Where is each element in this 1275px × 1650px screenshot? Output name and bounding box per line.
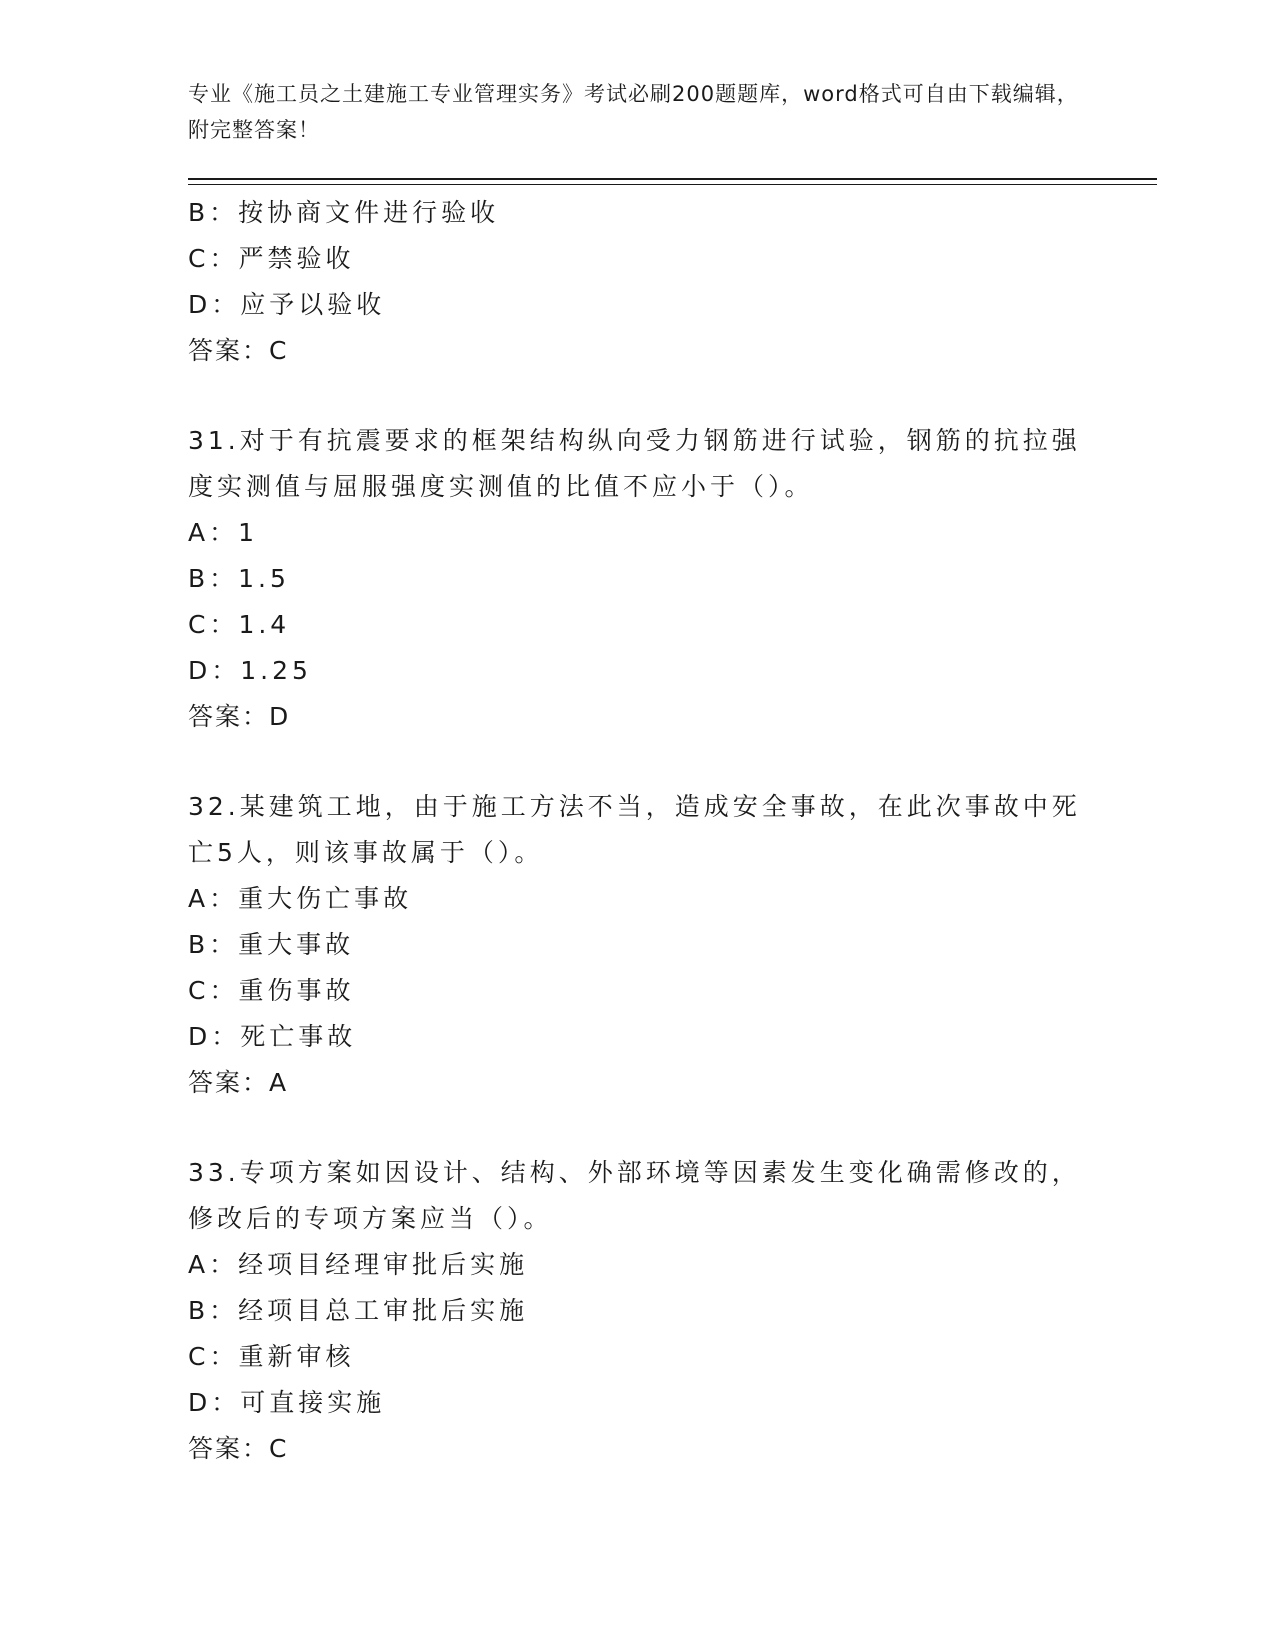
question-33	[188, 1150, 1088, 1472]
option-a: A：1	[188, 518, 259, 547]
option-c: C：重新审核	[188, 1342, 355, 1371]
answer: 答案：D	[188, 702, 291, 731]
option-d: D：可直接实施	[188, 1388, 386, 1417]
option-c: C：重伤事故	[188, 976, 355, 1005]
option-b: B：按协商文件进行验收	[188, 198, 500, 227]
option-d: D：应予以验收	[188, 290, 386, 319]
document-body	[188, 190, 1088, 1472]
option-d: D：死亡事故	[188, 1022, 357, 1051]
option-b: B：重大事故	[188, 930, 355, 959]
option-a: A：重大伤亡事故	[188, 884, 413, 913]
answer: 答案：C	[188, 1434, 289, 1463]
option-c: C：严禁验收	[188, 244, 355, 273]
header-divider	[188, 178, 1157, 185]
question-text: 31.对于有抗震要求的框架结构纵向受力钢筋进行试验，钢筋的抗拉强度实测值与屈服强度实测值的比值不应小于（）。	[188, 426, 1081, 501]
continued-question	[188, 190, 1088, 374]
question-32	[188, 784, 1088, 1106]
question-31	[188, 418, 1088, 740]
option-c: C：1.4	[188, 610, 291, 639]
question-text: 33.专项方案如因设计、结构、外部环境等因素发生变化确需修改的，修改后的专项方案应当（）。	[188, 1158, 1081, 1233]
answer: 答案：A	[188, 1068, 289, 1097]
document-header: 专业《施工员之土建施工专业管理实务》考试必刷200题题库，word格式可自由下载编辑，附完整答案！	[188, 82, 1079, 142]
option-b: B：经项目总工审批后实施	[188, 1296, 529, 1325]
question-text: 32.某建筑工地，由于施工方法不当，造成安全事故，在此次事故中死亡5人，则该事故属于（）。	[188, 792, 1081, 867]
option-b: B：1.5	[188, 564, 290, 593]
option-a: A：经项目经理审批后实施	[188, 1250, 529, 1279]
option-d: D：1.25	[188, 656, 312, 685]
answer: 答案：C	[188, 336, 289, 365]
